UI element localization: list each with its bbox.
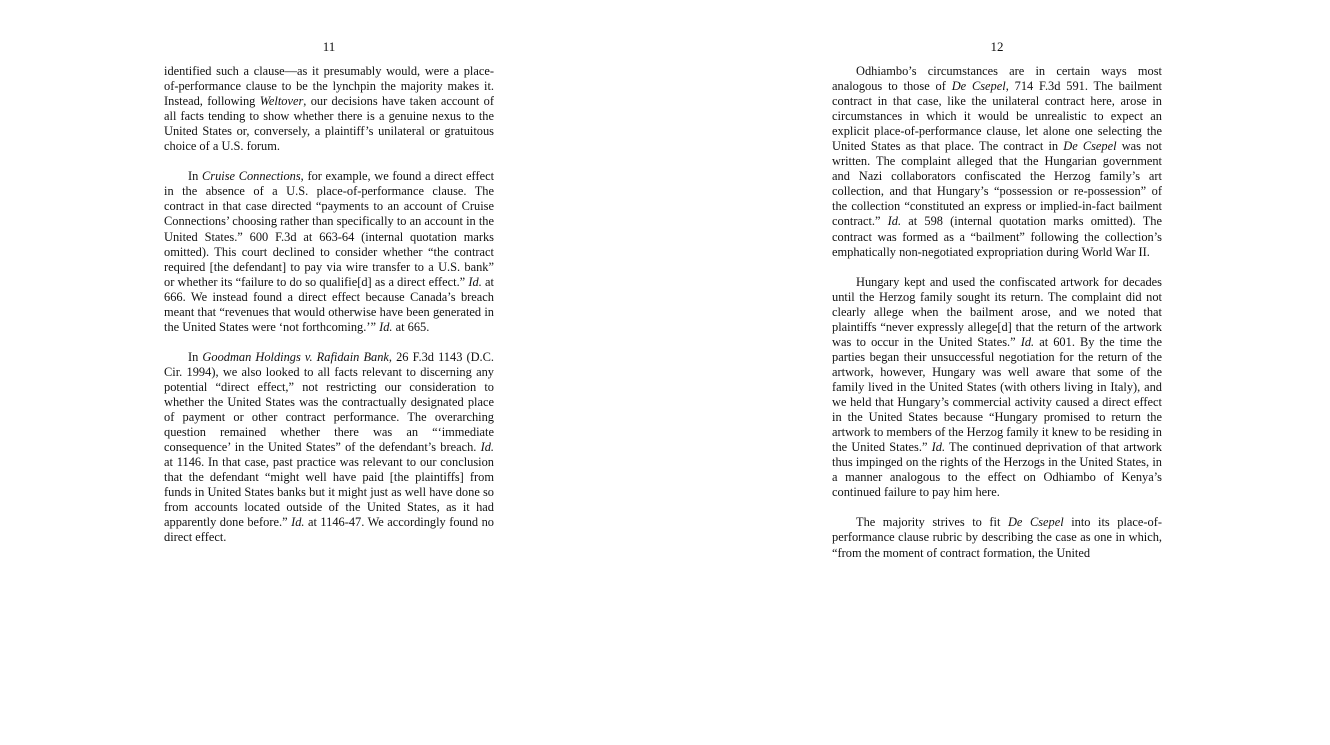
italic-run: De Csepel [1007, 515, 1064, 530]
text-run: at 1146. In that case, past practice was relevant to our conclusion that the defendant “might well have paid [the plaintiffs] from funds in United States banks but it might just as well have done so from accounts located outside of the United States, as it had apparently done before.” [164, 455, 494, 530]
italic-run: Goodman Holdings v. Rafidain Bank [202, 349, 389, 364]
page-number: 11 [322, 39, 336, 54]
paragraph [164, 64, 494, 154]
text-run: identified such a clause—as it presumably would, were a place-of-performance clause to be the lynchpin the majority makes it. Instead, following [164, 64, 494, 109]
text-run: Odhiambo’s circumstances are in certain ways most analogous to those of [832, 64, 1162, 94]
text-run: at 598 (internal quotation marks omitted). The contract was formed as a “bailment” following the collection’s emphatically non-negotiated expropriation during World War II. [832, 214, 1162, 259]
italic-run: Id. [379, 319, 393, 334]
text-run: at 666. We instead found a direct effect because Canada’s breach meant that “revenues that would otherwise have been generated in the United States were ‘not forthcoming.’” [164, 274, 494, 334]
text-run: at 1146-47. We accordingly found no direct effect. [164, 515, 494, 545]
paragraph [164, 350, 494, 546]
text-run: , for example, we found a direct effect in the absence of a U.S. place-of-performance clause. The contract in that case directed “payments to an account of Cruise Connections’ choosing rather than specifically to an account in the United States.” 600 F.3d at 663-64 (internal quotation marks omitted). This court declined to consider whether “the contract required [the defendant] to pay via wire transfer to a U.S. bank” or whether its “failure to do so qualifie[d] as a direct effect.” [164, 169, 495, 289]
text-run: into its place-of-performance clause rubric by describing the case as one in which, “from the moment of contract formation, the United [832, 515, 1162, 560]
italic-run: Id. [480, 440, 494, 455]
italic-run: Id. [1020, 334, 1035, 349]
page-number: 12 [990, 39, 1004, 54]
italic-run: Id. [887, 214, 902, 229]
page-body [164, 64, 494, 546]
paragraph [832, 64, 1162, 260]
paragraph [164, 169, 494, 335]
italic-run: Id. [931, 440, 946, 455]
text-run: at 665. [392, 319, 430, 334]
text-run: The majority strives to fit [856, 515, 1008, 530]
text-run: , 714 F.3d 591. The bailment contract in that case, like the unilateral contract here, arose in circumstances in which it would be unrealistic to expect an explicit place-of-performance clause, let alone one selecting the United States as that place. The contract in [832, 79, 1163, 154]
text-run: Hungary kept and used the confiscated artwork for decades until the Herzog family sought its return. The complaint did not clearly allege when the bailment arose, and we noted that plaintiffs “never expressly allege[d] that the return of the artwork was to occur in the United States.” [832, 274, 1162, 349]
italic-run: De Csepel [1063, 139, 1117, 154]
text-run: at 601. By the time the parties began their unsuccessful negotiation for the return of the artwork, however, Hungary was well aware that some of the family lived in the United States (with others living in Italy), and we held that Hungary’s commercial activity caused a direct effect in the United States because “Hungary promised to return the artwork to members of the Herzog family it knew to be residing in the United States.” [832, 334, 1162, 455]
italic-run: Id. [291, 515, 305, 530]
text-run: In [188, 349, 203, 364]
italic-run: Weltover [259, 94, 304, 109]
text-run: In [188, 169, 202, 184]
italic-run: De Csepel [951, 79, 1006, 94]
paragraph [832, 275, 1162, 501]
text-run: , 26 F.3d 1143 (D.C. Cir. 1994), we also looked to all facts relevant to discerning any potential “direct effect,” not restricting our consideration to whether the United States was the contractually designated place of payment or other contract performance. The overarching question remained whether there was an “‘immediate consequence’ in the United States” of the defendant’s breach. [164, 349, 495, 455]
text-run: was not written. The complaint alleged that the Hungarian government and Nazi collaborators confiscated the Herzog family’s art collection, and that Hungary’s “possession or re-possession” of the collection “constituted an express or implied-in-fact bailment contract.” [832, 139, 1162, 229]
page-body [832, 64, 1162, 561]
paragraph [832, 515, 1162, 560]
text-run: , our decisions have taken account of all facts tending to show whether there is a genuine nexus to the United States or, conversely, a plaintiff’s unilateral or gratuitous choice of a U.S. forum. [164, 94, 494, 154]
italic-run: Id. [468, 274, 482, 289]
italic-run: Cruise Connections [202, 169, 301, 184]
text-run: The continued deprivation of that artwork thus impinged on the rights of the Herzogs in the United States, in a manner analogous to the effect on Odhiambo of Kenya’s continued failure to pay him here. [832, 440, 1162, 500]
